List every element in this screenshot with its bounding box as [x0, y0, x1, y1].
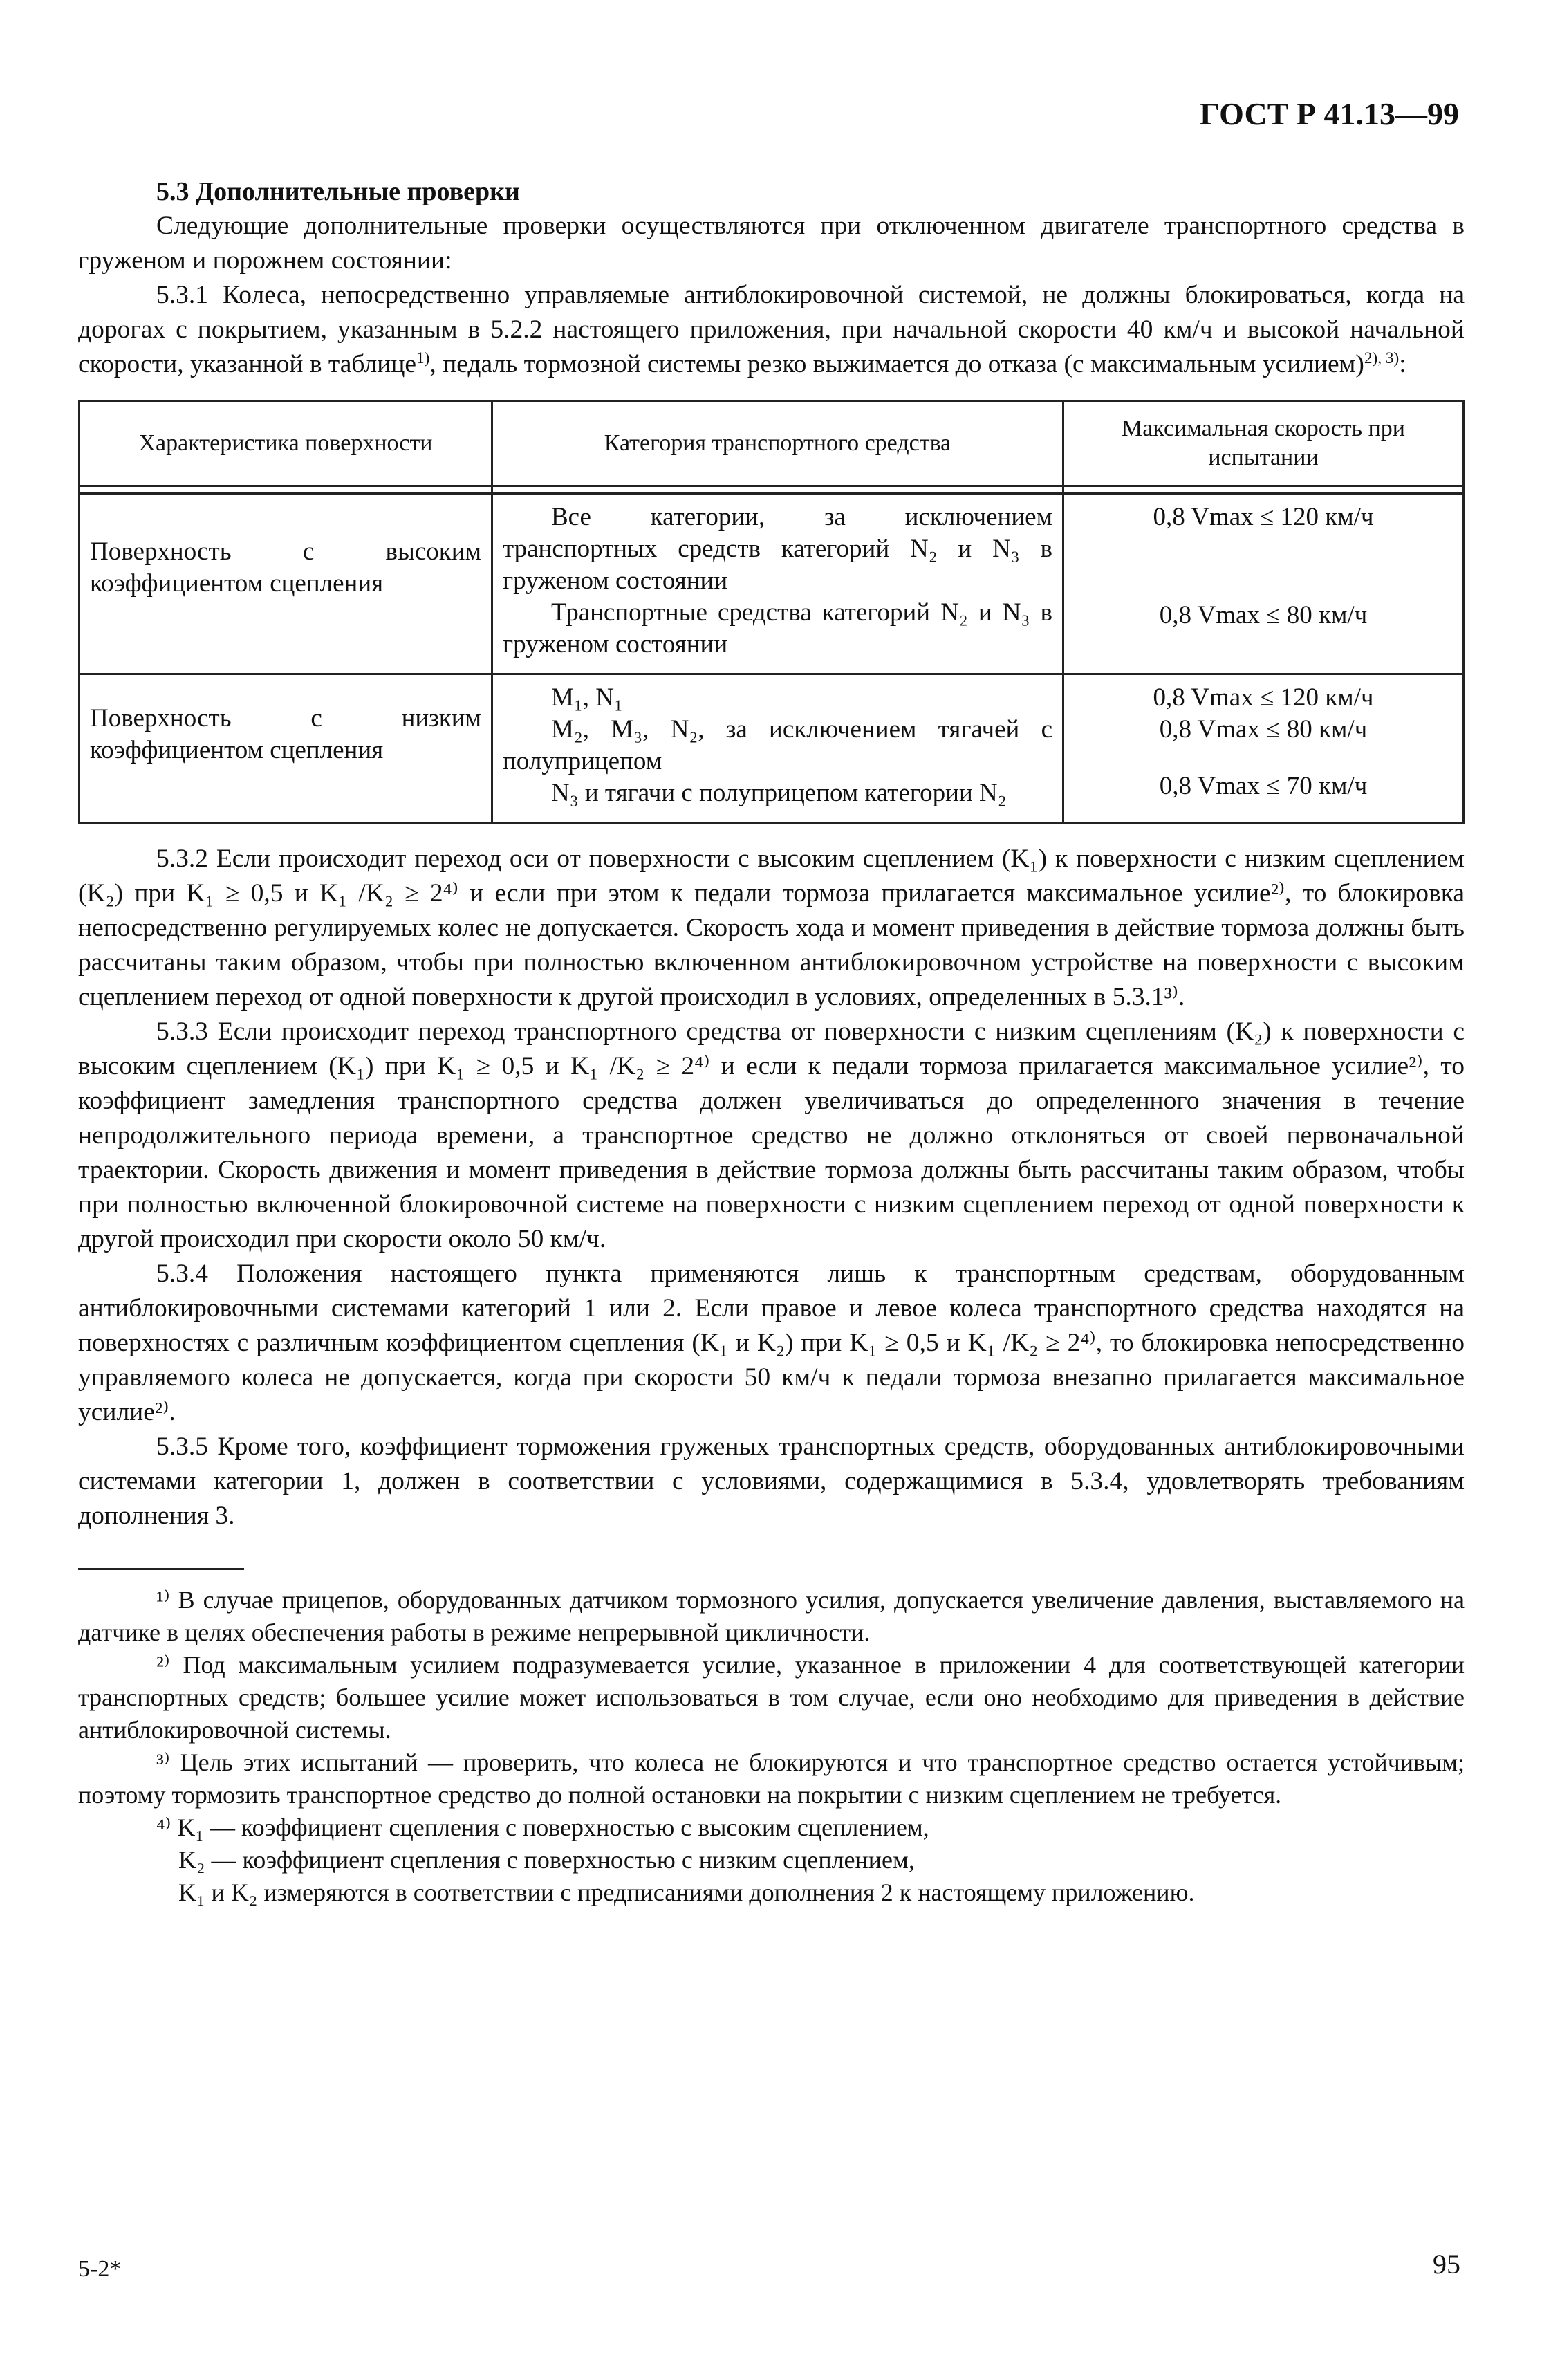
paragraph-5-3-4: 5.3.4 Положения настоящего пункта применяются лишь к транспортным средствам, оборудованным антиблокировочными системами категорий 1 или 2. Если правое и левое колеса транспортного средства находятся на поверхностях с различным коэффициентом сцепления (K₁ и K₂) при K₁ ≥ 0,5 и K₁ /K₂ ≥ 2⁴⁾, то блокировка непосредственно управляемого колеса не допускается, когда при скорости 50 км/ч к педали тормоза внезапно прилагается максимальное усилие²⁾.: [78, 1260, 1465, 1426]
footnote-4-k2: K₂ — коэффициент сцепления с поверхностью с низким сцеплением,: [178, 1846, 915, 1874]
footnote-2: ²⁾ Под максимальным усилием подразумевается усилие, указанное в приложении 4 для соответствующей категории транспортных средств; большее усилие может использоваться в том случае, если оно необходимо для приведения в действие антиблокировочной системы.: [78, 1651, 1465, 1744]
test-conditions-table: [78, 400, 1465, 824]
category-low-1: M₁, N₁: [551, 683, 623, 712]
footnote-divider: [78, 1568, 244, 1570]
paragraph-5-3-1: [78, 278, 1465, 382]
paragraph-5-3-5: 5.3.5 Кроме того, коэффициент торможения груженых транспортных средств, оборудованных антиблокировочными системами категории 1, должен в соответствии с условиями, содержащимися в 5.3.4, удовлетворять требованиям дополнения 3.: [78, 1432, 1465, 1530]
p531-text-end: :: [1399, 350, 1406, 378]
p531-text-cont: , педаль тормозной системы резко выжимается до отказа (с максимальным усилием): [429, 350, 1364, 378]
page-content: [78, 174, 1465, 1909]
sheet-mark: 5-2*: [78, 2256, 122, 2282]
speed-low-2: 0,8 Vmax ≤ 80 км/ч: [1159, 715, 1368, 744]
footnote-4: ⁴⁾ K₁ — коэффициент сцепления с поверхностью с высоким сцеплением,: [156, 1814, 929, 1841]
p531-text: 5.3.1 Колеса, непосредственно управляемые антиблокировочной системой, не должны блокироваться, когда на дорогах с покрытием, указанным в 5.2.2 настоящего приложения, при начальной скорости 40 км/ч и высокой начальной скорости, указанной в таблице: [78, 281, 1465, 378]
header-speed: Максимальная скорость при испытании: [1063, 401, 1464, 486]
table-row: [80, 674, 1464, 823]
surface-low: Поверхность с низким коэффициентом сцепления: [80, 674, 492, 823]
surface-high: Поверхность с высоким коэффициентом сцепления: [80, 494, 492, 674]
paragraph-5-3-3: 5.3.3 Если происходит переход транспортного средства от поверхности с низким сцеплениям (K₂) к поверхности с высоким сцеплением (K₁) при K₁ ≥ 0,5 и K₁ /K₂ ≥ 2⁴⁾ и если к педали тормоза прилагается максимальное усилие²⁾, то коэффициент замедления транспортного средства должен увеличиваться до определенного значения в течение непродолжительного периода времени, а транспортное средство не должно отклоняться от своей первоначальной траектории. Скорость движения и момент приведения в действие тормоза должны быть рассчитаны таким образом, чтобы при полностью включенной блокировочной системе на поверхности с низким сцеплением переход от одной поверхности к другой происходил при скорости около 50 км/ч.: [78, 1017, 1465, 1253]
speed-cell: [1063, 494, 1464, 674]
speed-low-3: 0,8 Vmax ≤ 70 км/ч: [1159, 772, 1368, 800]
category-cell: [492, 674, 1063, 823]
document-code: ГОСТ Р 41.13—99: [1200, 96, 1459, 131]
category-high-1: Все категории, за исключением транспортных средств категорий N₂ и N₃ в груженом состоянии: [503, 503, 1052, 595]
p531-footnote-ref-2: 2), 3): [1364, 349, 1400, 368]
footnote-1: ¹⁾ В случае прицепов, оборудованных датчиком тормозного усилия, допускается увеличение давления, выставляемого на датчике в целях обеспечения работы в режиме непрерывной цикличности.: [78, 1586, 1465, 1646]
table-row: [80, 494, 1464, 674]
category-low-3: N₃ и тягачи с полуприцепом категории N₂: [551, 779, 1007, 807]
section-title: 5.3 Дополнительные проверки: [156, 177, 520, 206]
category-cell: [492, 494, 1063, 674]
header-surface: Характеристика поверхности: [80, 401, 492, 486]
paragraph-5-3-2: 5.3.2 Если происходит переход оси от поверхности с высоким сцеплением (K₁) к поверхности с низким сцеплением (K₂) при K₁ ≥ 0,5 и K₁ /K₂ ≥ 2⁴⁾ и если при этом к педали тормоза прилагается максимальное усилие²⁾, то блокировка непосредственно регулируемых колес не допускается. Скорость хода и момент приведения в действие тормоза должны быть рассчитаны таким образом, чтобы при полностью включенном антиблокировочном устройстве на поверхности с высоким сцеплением переход от одной поверхности к другой происходил в условиях, определенных в 5.3.1³⁾.: [78, 845, 1465, 1011]
footnotes: [78, 1584, 1465, 1909]
page-number: 95: [1433, 2249, 1460, 2280]
speed-cell: [1063, 674, 1464, 823]
speed-high-1: 0,8 Vmax ≤ 120 км/ч: [1153, 503, 1374, 531]
footnote-3: ³⁾ Цель этих испытаний — проверить, что колеса не блокируются и что транспортное средство остается устойчивым; поэтому тормозить транспортное средство до полной остановки на покрытии с низким сцеплением не требуется.: [78, 1749, 1465, 1809]
speed-low-1: 0,8 Vmax ≤ 120 км/ч: [1153, 683, 1374, 712]
speed-high-2: 0,8 Vmax ≤ 80 км/ч: [1159, 601, 1368, 629]
footnote-4-note: K₁ и K₂ измеряются в соответствии с предписаниями дополнения 2 к настоящему приложению.: [178, 1879, 1195, 1906]
category-low-2: M₂, M₃, N₂, за исключением тягачей с полуприцепом: [503, 715, 1052, 775]
section-intro: Следующие дополнительные проверки осуществляются при отключенном двигателе транспортного средства в груженом и порожнем состоянии:: [78, 212, 1465, 275]
header-category: Категория транспортного средства: [492, 401, 1063, 486]
p531-footnote-ref-1: 1): [416, 349, 430, 368]
category-high-2: Транспортные средства категорий N₂ и N₃ в груженом состоянии: [503, 598, 1052, 658]
